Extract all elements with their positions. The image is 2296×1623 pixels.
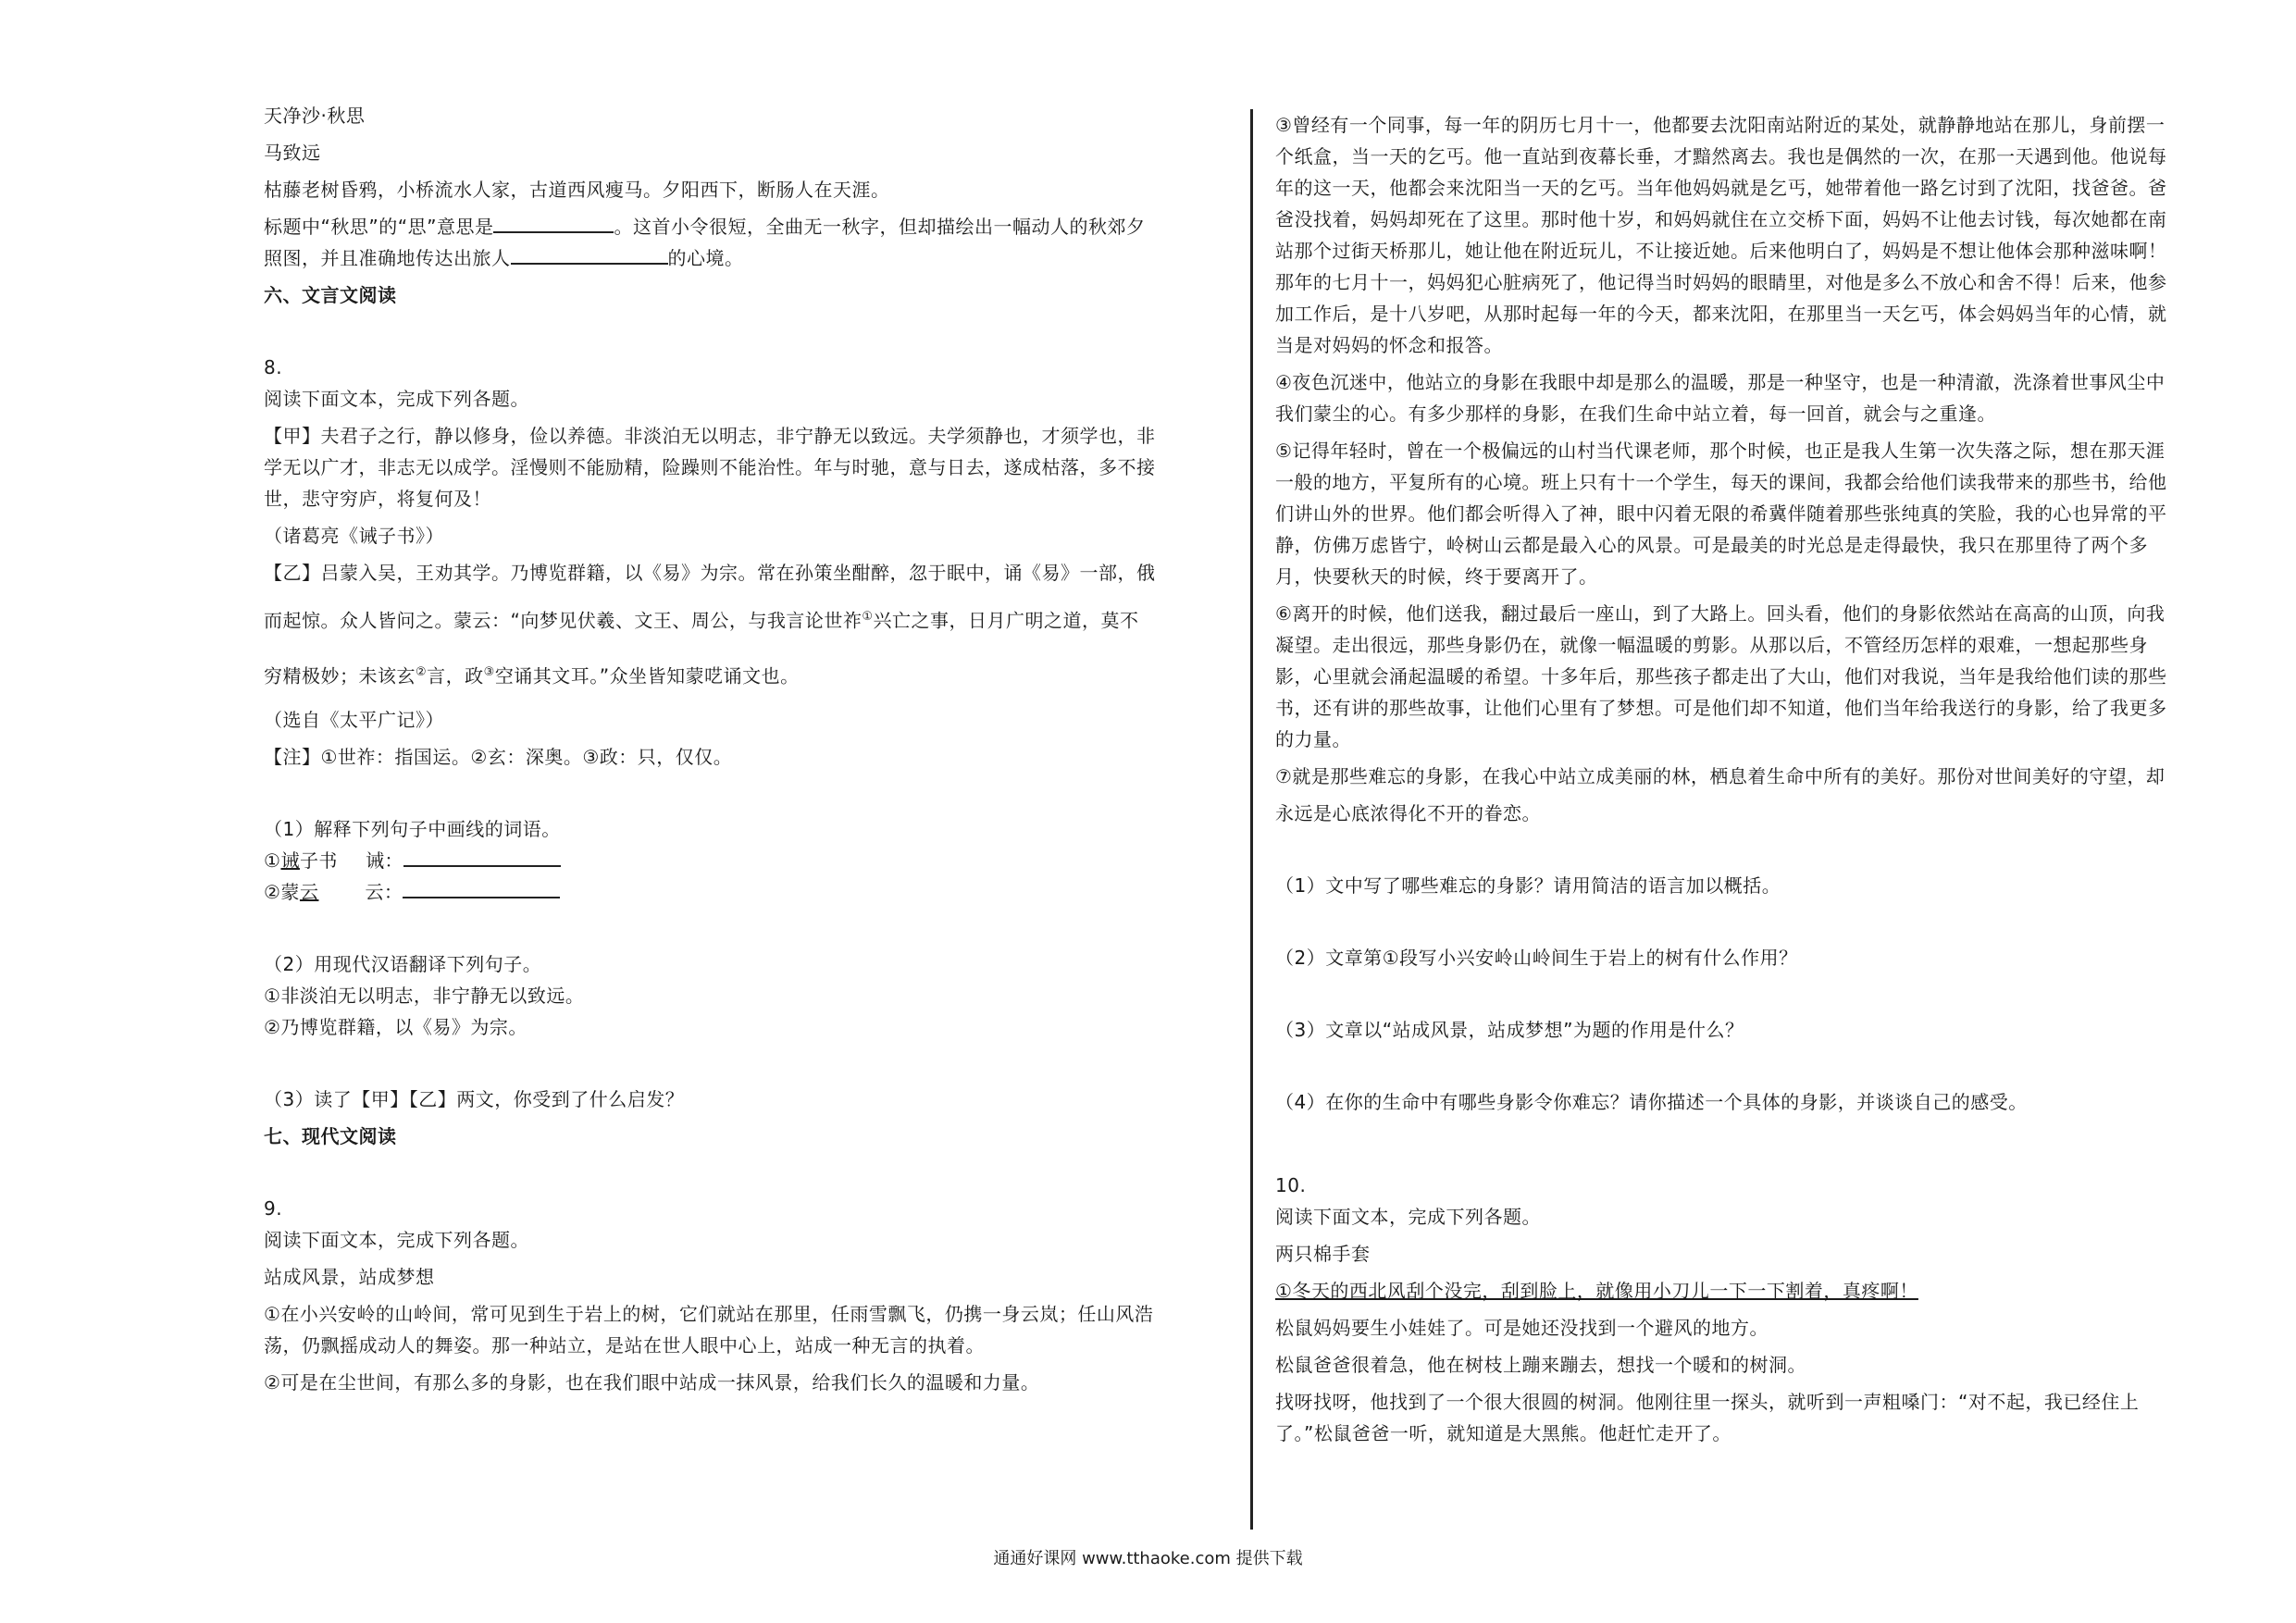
question-number: 10. [1275, 1174, 1307, 1196]
poem-author: 马致远 [264, 142, 321, 164]
question-number: 9. [264, 1197, 283, 1220]
q9-sub-4: （4）在你的生命中有哪些身影令你难忘？请你描述一个具体的身影，并谈谈自己的感受。 [1275, 1091, 2028, 1113]
paragraph-6-line: 书，还有讲的那些故事，让他们心里有了梦想。可是他们却不知道，他们当年给我送行的身影，给了我更多 [1275, 697, 2167, 719]
jia-text-1: 【甲】夫君子之行，静以修身，俭以养德。非淡泊无以明志，非宁静无以致远。夫学须静也，才须学也，非 [264, 425, 1156, 447]
jia-text-3: 世，悲守穷庐，将复何及！ [264, 488, 491, 510]
paragraph-6: ⑥离开的时候，他们送我，翻过最后一座山，到了大路上。回头看，他们的身影依然站在高高的山顶，向我 [1275, 602, 2166, 625]
right-column [1275, 109, 2256, 1449]
left-column [264, 100, 1235, 1398]
paragraph-5-line: 们讲山外的世界。他们都会听得入了神，眼中闪着无限的希冀伴随着那些张纯真的笑脸，我的心也异常的平 [1275, 502, 2167, 525]
q9-sub-3: （3）文章以“站成风景，站成梦想”为题的作用是什么？ [1275, 1019, 1744, 1041]
paragraph-5-line: 静，仿佛万虑皆宁，岭树山云都是最入心的风景。可是最美的时光总是走得最快，我只在那里待了两个多 [1275, 534, 2148, 556]
paragraph-1-line-2: 荡，仍飘摇成动人的舞姿。那一种站立，是站在世人眼中心上，站成一种无言的执着。 [264, 1334, 985, 1357]
jia-text-2: 学无以广才，非志无以成学。淫慢则不能励精，险躁则不能治性。年与时驰，意与日去，遂成枯落，多不接 [264, 456, 1156, 478]
q8-2b: ②乃博览群籍，以《易》为宗。 [264, 1016, 527, 1039]
question-intro: 阅读下面文本，完成下列各题。 [264, 388, 529, 410]
page-footer: 通通好课网 www.tthaoke.com 提供下载 [993, 1549, 1303, 1568]
paragraph-3-line: 当是对妈妈的怀念和报答。 [1275, 334, 1503, 356]
story-sentence-4-line: 了。”松鼠爸爸一听，就知道是大黑熊。他赶忙走开了。 [1275, 1422, 1731, 1444]
question-number: 8. [264, 356, 283, 378]
annotation-note: 【注】①世祚：指国运。②玄：深奥。③政：只，仅仅。 [264, 746, 733, 769]
paragraph-6-line: 凝望。走出很远，那些身影仍在，就像一幅温暖的剪影。从那以后，不管经历怎样的艰难，一想起那些身 [1275, 634, 2148, 656]
yi-text-2: 而起惊。众人皆问之。蒙云：“向梦见伏羲、文王、周公，与我言论世祚①兴亡之事，日月广明之道，莫不 [264, 609, 1139, 632]
paragraph-3-line: 爸没找着，妈妈却死在了这里。那时他十岁，和妈妈就住在立交桥下面，妈妈不让他去讨钱，每次她都在南 [1275, 208, 2167, 230]
story-sentence-1: ①冬天的西北风刮个没完，刮到脸上，就像用小刀儿一下一下割着，真疼啊！ [1275, 1280, 1918, 1302]
paragraph-7-line: 永远是心底浓得化不开的眷恋。 [1275, 802, 1541, 824]
paragraph-4: ④夜色沉迷中，他站立的身影在我眼中却是那么的温暖，那是一种坚守，也是一种清澈，洗涤着世事风尘中 [1275, 371, 2166, 393]
answer-blank[interactable] [403, 878, 560, 898]
q8-sub-1: （1）解释下列句子中画线的词语。 [264, 818, 561, 841]
story-sentence-4: 找呀找呀，他找到了一个很大很圆的树洞。他刚往里一探头，就听到一声粗嗓门：“对不起，我已经住上 [1275, 1391, 2140, 1413]
section-heading-7: 七、现代文阅读 [264, 1125, 397, 1148]
q9-sub-2: （2）文章第①段写小兴安岭山岭间生于岩上的树有什么作用？ [1275, 947, 1798, 969]
paragraph-5: ⑤记得年轻时，曾在一个极偏远的山村当代课老师，那个时候，也正是我人生第一次失落之际，想在那天涯 [1275, 440, 2166, 462]
paragraph-3-line: 站那个过街天桥那儿，她让他在附近玩儿，不让接近她。后来他明白了，妈妈是不想让他体会那种滋味啊！ [1275, 240, 2167, 262]
answer-blank[interactable] [511, 244, 668, 265]
poem-title: 天净沙·秋思 [264, 105, 366, 127]
answer-blank[interactable] [493, 213, 614, 233]
q9-sub-1: （1）文中写了哪些难忘的身影？请用简洁的语言加以概括。 [1275, 874, 1781, 897]
paragraph-6-line: 影，心里就会涌起温暖的希望。十多年后，那些孩子都走出了大山，他们对我说，当年是我给他们读的那些 [1275, 665, 2167, 688]
paragraph-6-line: 的力量。 [1275, 728, 1351, 750]
story-sentence-3: 松鼠爸爸很着急，他在树枝上蹦来蹦去，想找一个暖和的树洞。 [1275, 1354, 1806, 1376]
paragraph-7: ⑦就是那些难忘的身影，在我心中站立成美丽的林，栖息着生命中所有的美好。那份对世间美好的守望，却 [1275, 765, 2166, 787]
story-sentence-2: 松鼠妈妈要生小娃娃了。可是她还没找到一个避风的地方。 [1275, 1317, 1769, 1339]
paragraph-5-line: 一般的地方，平复所有的心境。班上只有十一个学生，每天的课间，我都会给他们读我带来的那些书，给他 [1275, 471, 2167, 493]
jia-source: （诸葛亮《诫子书》） [264, 525, 444, 547]
paragraph-3: ③曾经有一个同事，每一年的阴历七月十一，他都要去沈阳南站附近的某处，就静静地站在那儿，身前摆一 [1275, 114, 2166, 136]
paragraph-4-line: 我们蒙尘的心。有多少那样的身影，在我们生命中站立着，每一回首，就会与之重逢。 [1275, 403, 1996, 425]
paragraph-1-line-1: ①在小兴安岭的山岭间，常可见到生于岩上的树，它们就站在那里，任雨雪飘飞，仍携一身云岚；任山风浩 [264, 1303, 1154, 1326]
section-heading-6: 六、文言文阅读 [264, 284, 397, 306]
paragraph-3-line: 那年的七月十一，妈妈犯心脏病死了，他记得当时妈妈的眼睛里，对他是多么不放心和舍不得！后来，他参 [1275, 271, 2167, 293]
paragraph-3-line: 个纸盒，当一天的乞丐。他一直站到夜幕长垂，才黯然离去。我也是偶然的一次，在那一天遇到他。他说每 [1275, 145, 2167, 167]
yi-text-3: 穷精极妙；未该玄②言，政③空诵其文耳。”众坐皆知蒙呓诵文也。 [264, 664, 800, 688]
q8-1b: ②蒙云 云： [264, 876, 1235, 908]
yi-source: （选自《太平广记》） [264, 709, 444, 732]
q8-2a: ①非淡泊无以明志，非宁静无以致远。 [264, 985, 585, 1008]
passage-title: 站成风景，站成梦想 [264, 1266, 435, 1289]
passage-title: 两只棉手套 [1275, 1243, 1371, 1265]
paragraph-2: ②可是在尘世间，有那么多的身影，也在我们眼中站成一抹风景，给我们长久的温暖和力量。 [264, 1371, 1040, 1394]
yi-text-1: 【乙】吕蒙入吴，王劝其学。乃博览群籍，以《易》为宗。常在孙策坐酣醉，忽于眠中，诵《易》一部，俄 [264, 562, 1156, 584]
paragraph-3-line: 加工作后，是十八岁吧，从那时起每一年的今天，都来沈阳，在那里当一天乞丐，体会妈妈当年的心情，就 [1275, 303, 2167, 325]
paragraph-3-line: 年的这一天，他都会来沈阳当一天的乞丐。当年他妈妈就是乞丐，她带着他一路乞讨到了沈阳，找爸爸。爸 [1275, 177, 2167, 199]
q8-sub-3: （3）读了【甲】【乙】两文，你受到了什么启发？ [264, 1088, 685, 1111]
question-intro: 阅读下面文本，完成下列各题。 [264, 1229, 529, 1252]
q8-1a: ①诫子书 诫： [264, 845, 1235, 876]
q8-sub-2: （2）用现代汉语翻译下列句子。 [264, 953, 542, 976]
paragraph-5-line: 月，快要秋天的时候，终于要离开了。 [1275, 565, 1598, 588]
question-intro: 阅读下面文本，完成下列各题。 [1275, 1206, 1541, 1228]
column-divider [1250, 109, 1253, 1530]
answer-blank[interactable] [403, 847, 561, 867]
poem-text: 枯藤老树昏鸦，小桥流水人家，古道西风瘦马。夕阳西下，断肠人在天涯。 [264, 179, 890, 201]
question-7-line-2: 照图，并且准确地传达出旅人 的心境。 [264, 242, 1235, 274]
question-7-line-1: 标题中“秋思”的“思”意思是 。这首小令很短，全曲无一秋字，但却描绘出一幅动人的秋郊夕 [264, 211, 1235, 242]
